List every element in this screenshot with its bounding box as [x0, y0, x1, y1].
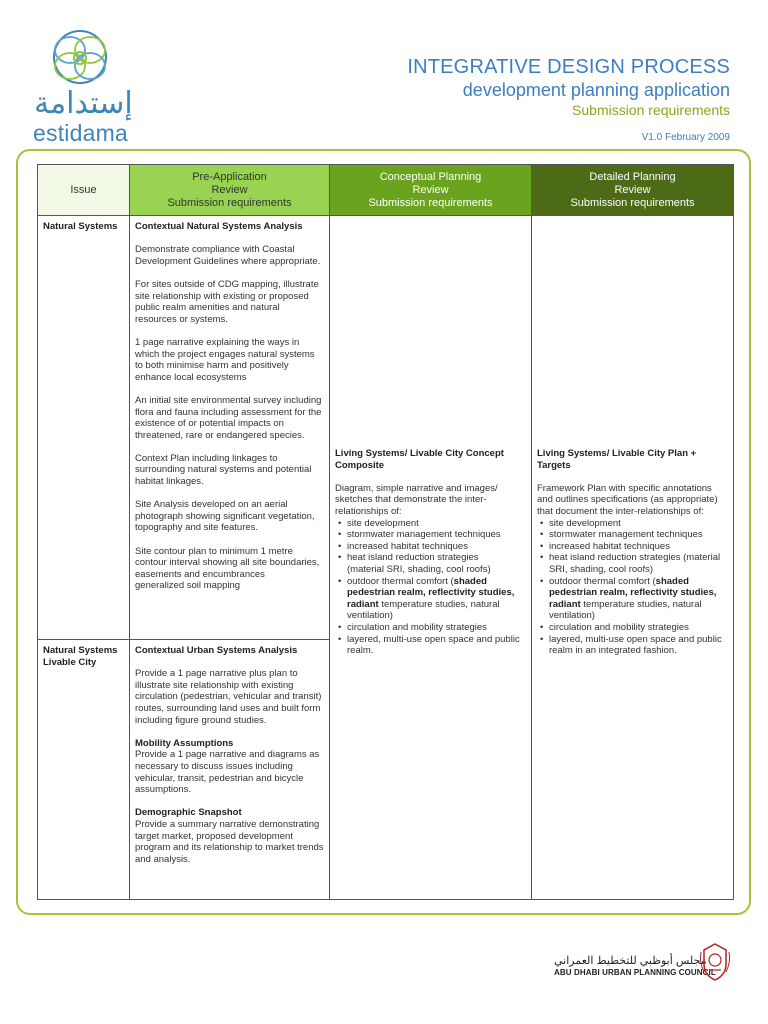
abu-dhabi-emblem-icon — [698, 942, 732, 982]
council-name-arabic: مجلس أبوظبي للتخطيط العمراني — [554, 955, 707, 967]
detailed-list — [537, 518, 728, 657]
document-title: INTEGRATIVE DESIGN PROCESS — [407, 56, 730, 78]
list-item: • site development — [549, 518, 728, 530]
list-item: • stormwater management techniques — [549, 529, 728, 541]
list-item: • circulation and mobility strategies — [347, 622, 526, 634]
document-header — [407, 56, 730, 143]
issue-cell: Natural Systems — [38, 216, 130, 640]
list-item: • stormwater management techniques — [347, 529, 526, 541]
table-header-row — [38, 165, 734, 216]
header-pre-application: Pre-Application Review Submission requirements — [130, 165, 330, 216]
list-item: • increased habitat techniques — [549, 541, 728, 553]
detailed-planning-cell: Living Systems/ Livable City Plan + Targets Framework Plan with specific annotations and outlines specifications (as appropriate) that document the inter-relationships of: • site development • stormwater management techniques • increased habitat techniques • heat island reduction strategies (material SRI, shading, cool roofs) • outdoor thermal comfort (shaded pedestrian realm, reflectivity studies, radiant temperature studies, natural ventilation) • circulation and mobility strategies • layered, multi-use open space and public realm in an integrated fashion. — [532, 216, 734, 900]
logo-english-text: estidama — [33, 120, 128, 146]
list-item: • increased habitat techniques — [347, 541, 526, 553]
list-item: • heat island reduction strategies (material SRI, shading, cool roofs) — [549, 552, 728, 575]
logo-arabic-text: إستدامة — [34, 86, 133, 121]
list-item: • site development — [347, 518, 526, 530]
estidama-emblem-icon — [52, 28, 108, 86]
list-item: • heat island reduction strategies — [347, 552, 526, 564]
list-item: • outdoor thermal comfort (shaded pedestrian realm, reflectivity studies, radiant temperature studies, natural ventilation) — [347, 576, 526, 622]
conceptual-planning-cell: Living Systems/ Livable City Concept Composite Diagram, simple narrative and images/ sketches that demonstrate the inter-relationships of: • site development • stormwater management techniques • increased habitat techniques • heat island reduction strategies (material SRI, shading, cool roofs) • outdoor thermal comfort (shaded pedestrian realm, reflectivity studies, radiant temperature studies, natural ventilation) • circulation and mobility strategies • layered, multi-use open space and public realm. — [330, 216, 532, 900]
pre-application-cell: Contextual Natural Systems Analysis Demonstrate compliance with Coastal Development Guidelines where appropriate. For sites outside of CDG mapping, illustrate site relationship with existing or proposed public realm amenities and natural resources or systems. 1 page narrative explaining the ways in which the project engages natural systems to both minimise harm and positively enhance local ecosystems An initial site environmental survey including flora and fauna including assessment for the existence of or potential impacts on threatened, rare or endangered species. Context Plan including linkages to surrounding natural systems and potential habitat linkages. Site Analysis developed on an aerial photograph showing significant vegetation, topography and site features. Site contour plan to minimum 1 metre contour interval showing all site boundaries, easements and encumbrances generalized soil mapping — [130, 216, 330, 640]
table-row — [38, 216, 734, 640]
conceptual-list — [335, 518, 526, 564]
header-conceptual-planning: Conceptual Planning Review Submission requirements — [330, 165, 532, 216]
issue-cell: Natural Systems Livable City — [38, 640, 130, 900]
document-subtitle: development planning application — [462, 80, 730, 100]
header-issue: Issue — [38, 165, 130, 216]
pre-application-cell: Contextual Urban Systems Analysis Provide a 1 page narrative plus plan to illustrate site relationship with existing circulation (pedestrian, vehicular and transit) routes, surrounding land uses and built form including figure ground studies. Mobility Assumptions Provide a 1 page narrative and diagrams as necessary to discuss issues including vehicular, transit, pedestrian and bicycle assumptions. Demographic Snapshot Provide a summary narrative demonstrating target market, proposed development program and its relationship to market trends and analysis. — [130, 640, 330, 900]
list-item: • layered, multi-use open space and public realm. — [347, 634, 526, 657]
list-item: • layered, multi-use open space and public realm in an integrated fashion. — [549, 634, 728, 657]
estidama-logo — [30, 28, 150, 146]
version-text: V1.0 February 2009 — [641, 132, 730, 143]
council-name-english: ABU DHABI URBAN PLANNING COUNCIL — [554, 968, 716, 977]
list-item: • circulation and mobility strategies — [549, 622, 728, 634]
list-item: • outdoor thermal comfort (shaded pedestrian realm, reflectivity studies, radiant temperature studies, natural ventilation) — [549, 576, 728, 622]
header-detailed-planning: Detailed Planning Review Submission requirements — [532, 165, 734, 216]
document-subtitle-2: Submission requirements — [572, 102, 730, 118]
requirements-table — [37, 164, 734, 900]
